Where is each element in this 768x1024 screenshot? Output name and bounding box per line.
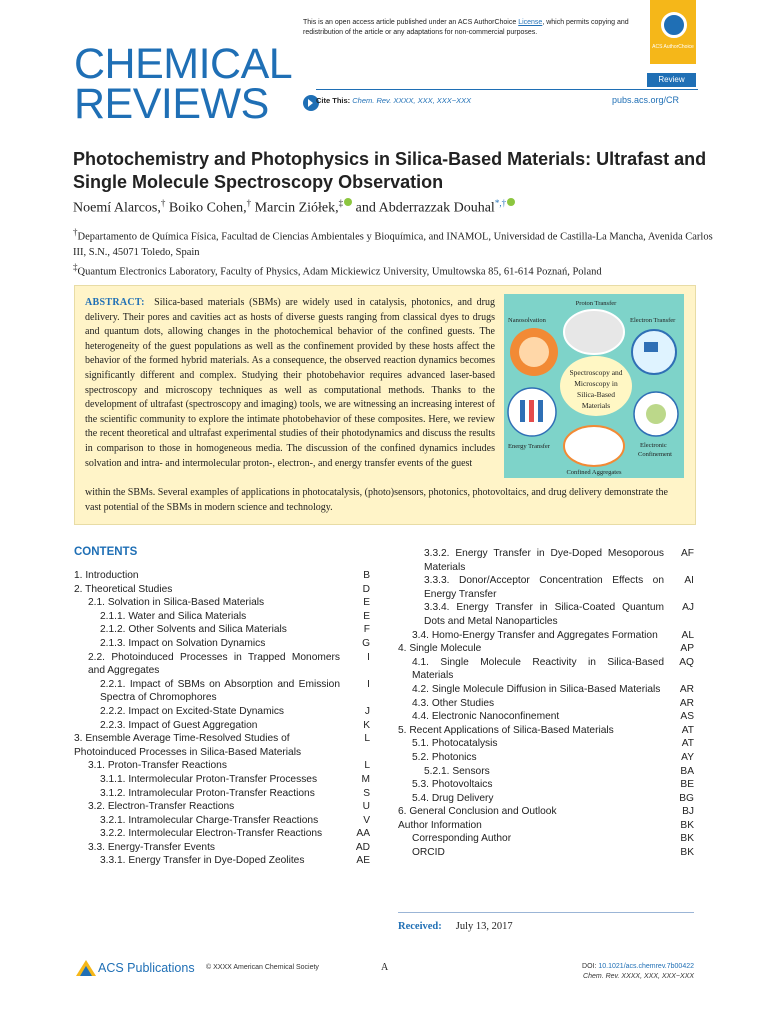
toc-entry[interactable] [74,787,370,801]
toc-entry-page: D [362,583,370,595]
page-number: A [381,962,389,973]
proton-transfer-disc [564,310,624,354]
toc-entry-page: E [363,597,370,609]
author-name: and Abderrazzak Douhal [355,200,495,216]
toc-entry-page: AS [680,711,694,723]
journal-url-link[interactable]: pubs.acs.org/CR [612,95,680,105]
toc-entry-title: 3.3.3. Donor/Acceptor Concentration Effects on Energy Transfer [424,575,664,600]
toc-entry-page: AT [681,738,694,750]
toc-entry-title: 5.2.1. Sensors [424,765,490,777]
toc-entry[interactable] [398,697,694,711]
abstract-label: ABSTRACT: [85,297,145,308]
toc-entry-page: AI [684,575,694,587]
toc-entry-title: Author Information [398,819,482,831]
toc-entry-title: 5. Recent Applications of Silica-Based Materials [398,724,614,736]
toc-entry[interactable] [398,547,694,574]
toc-entry-page: E [363,610,370,622]
toc-entry-page: BG [679,792,694,804]
toc-entry-title: 2.1.2. Other Solvents and Silica Materials [100,624,287,636]
contents-heading: CONTENTS [74,546,138,558]
toc-entry-page: BJ [682,806,694,818]
toc-entry[interactable] [74,800,370,814]
toc-entry-title: 4. Single Molecule [398,643,482,655]
toc-entry[interactable] [74,678,370,705]
toc-entry-page: BK [680,833,694,845]
toc-entry[interactable] [398,601,694,628]
toc-entry-title: 2.1. Solvation in Silica-Based Materials [88,597,265,609]
author-list [73,198,713,217]
svg-text:Microscopy in: Microscopy in [574,379,618,388]
toc-entry-title: 2.1.3. Impact on Solvation Dynamics [100,637,266,649]
author-name: Boiko Cohen, [168,200,247,216]
journal-logo: CHEMICAL REVIEWS [74,40,293,128]
toc-entry-page: AF [680,548,694,559]
toc-entry-page: L [364,760,370,772]
toc-entry-page: F [363,624,370,636]
toc-entry-page: BK [680,819,694,831]
toc-entry-title: 3. Ensemble Average Time-Resolved Studies of Photoinduced Processes in Silica-Based Materials [74,733,302,758]
toc-entry-page: U [362,801,370,813]
toc-entry[interactable] [74,814,370,828]
affiliation-2: ‡Quantum Electronics Laboratory, Faculty of Physics, Adam Mickiewicz University, Umultowska 85, 61-614 Poznań, Poland [73,262,602,278]
toc-entry[interactable] [398,574,694,601]
toc-entry[interactable] [398,846,694,860]
toc-entry-page: AQ [679,656,694,668]
toc-entry-title: 3.3.4. Energy Transfer in Silica-Coated Quantum Dots and Metal Nanoparticles [424,602,664,627]
toc-entry-title: ORCID [412,847,445,859]
toc-entry-title: 5.3. Photovoltaics [412,779,493,791]
toc-entry-title: 3.2. Electron-Transfer Reactions [88,801,235,813]
graphic-label-nanosolvation: Nanosolvation [508,317,546,324]
toc-entry-title: 2.1.1. Water and Silica Materials [100,610,247,622]
toc-entry-title: 3.4. Homo-Energy Transfer and Aggregates Formation [412,629,658,641]
toc-entry[interactable] [74,583,370,597]
toc-entry-page: AR [679,683,694,695]
toc-entry-page: I [367,651,370,663]
toc-entry[interactable] [74,732,370,759]
toc-entry[interactable] [74,610,370,624]
toc-entry-page: AJ [682,602,694,614]
author-affiliation-mark: *,† [494,198,507,208]
toc-entry[interactable] [74,623,370,637]
toc-entry-page: J [364,705,370,717]
toc-entry-page: AR [679,697,694,709]
toc-left-column [74,569,370,868]
toc-entry-title: 3.3.2. Energy Transfer in Dye-Doped Mesoporous Materials [424,548,664,573]
toc-entry-title: 2.2.2. Impact on Excited-State Dynamics [100,705,285,717]
affiliation-1: †Departamento de Química Física, Facultad de Ciencias Ambientales y Bioquímica, and INAMOL, Universidad de Castilla-La Mancha, Avenida Carlos III, S.N., 45071 Toledo, Spain [73,227,713,258]
toc-entry-page: AL [681,629,694,641]
toc-entry-page: K [363,719,370,731]
toc-entry-page: AY [681,751,694,763]
author-affiliation-mark: † [246,198,252,208]
toc-entry[interactable] [74,569,370,583]
toc-entry-page: BE [680,779,694,791]
article-type-badge: Review [647,73,696,87]
svg-text:Spectroscopy and: Spectroscopy and [569,368,623,377]
toc-entry[interactable] [74,773,370,787]
toc-entry-page: S [363,787,370,799]
toc-entry[interactable] [398,642,694,656]
toc-entry-page: L [364,733,370,745]
author-name: Noemí Alarcos, [73,200,161,216]
author-affiliation-mark: † [160,198,166,208]
toc-entry-page: AD [355,841,370,853]
toc-graphic [504,294,684,478]
toc-entry[interactable] [398,765,694,779]
svg-text:Materials: Materials [581,401,611,410]
toc-entry[interactable] [74,827,370,841]
doi-link[interactable]: 10.1021/acs.chemrev.7b00422 [598,963,694,970]
graphic-label-confinement: Confinement [638,451,672,458]
toc-entry-title: 2. Theoretical Studies [74,583,173,595]
authorchoice-icon [661,12,687,38]
toc-entry-page: G [362,637,370,649]
author-name: Marcin Ziółek, [254,200,339,216]
aggregates-disc [564,426,624,466]
doi-block: DOI: 10.1021/acs.chemrev.7b00422 Chem. Rev. XXXX, XXX, XXX−XXX [582,963,694,980]
toc-entry-page: AP [680,643,694,655]
toc-entry[interactable] [74,854,370,868]
svg-text:Silica-Based: Silica-Based [577,390,615,399]
cite-this: Cite This: Chem. Rev. XXXX, XXX, XXX−XXX [316,96,472,105]
toc-entry-title: 5.4. Drug Delivery [412,792,494,804]
abstract-tail: within the SBMs. Several examples of applications in photocatalysis, (photo)sensors, photonics, photovoltaics, and drug delivery demonstrate the vast potential of the SBMs in modern science and technology. [85,487,668,513]
toc-entry[interactable] [74,759,370,773]
toc-entry-page: BK [680,847,694,859]
acs-authorchoice-badge: ACS AuthorChoice [650,0,696,64]
header-rule [316,89,698,90]
orcid-icon[interactable] [507,198,515,206]
toc-entry-page: B [363,570,370,581]
toc-entry-title: 3.3. Energy-Transfer Events [88,841,216,853]
toc-right-column [398,547,694,860]
received-date: Received: July 13, 2017 [398,921,513,932]
toc-entry[interactable] [398,819,694,833]
toc-entry-title: 5.2. Photonics [412,751,477,763]
toc-entry-title: 3.1. Proton-Transfer Reactions [88,760,227,772]
graphic-label-energy: Energy Transfer [508,443,550,450]
abstract-text: ABSTRACT: Silica-based materials (SBMs) are widely used in catalysis, photonics, and drug delivery. Their pores and cavities act as hosts of diverse guests ranging from classical dyes to drugs and quantum dots, allowing changes in the photochemical behavior of the confined guests. The heterogeneity of the guest populations as well as the confinement provided by these hosts affect the behavior of the formed hybrid materials. As a consequence, the observed reaction dynamics becomes significantly different and complex. Studying their photobehavior requires advanced laser-based spectroscopy and microscopy techniques as well as computational methods. Thanks to the development of ultrafast (spectroscopy and imaging) tools, we are witnessing an increasing interest of the scientific community to explore the intimate photobehavior of these composites. Here, we review the recent theoretical and ultrafast experimental studies of their photodynamics and discuss the results in comparison to those in homogeneous media. The discussion of the confined dynamics includes solvation and intra- and intermolecular proton-, electron-, and energy transfer events of the guest [85,297,495,469]
toc-entry-page: M [361,773,370,785]
license-link[interactable]: License [518,19,543,26]
publisher-name: ACS Publications [98,961,195,975]
toc-entry-title: 2.2. Photoinduced Processes in Trapped Monomers and Aggregates [88,651,340,677]
toc-entry-title: 6. General Conclusion and Outlook [398,806,557,818]
toc-entry-title: 5.1. Photocatalysis [412,738,498,750]
orcid-icon[interactable] [344,198,352,206]
toc-entry[interactable] [74,841,370,855]
toc-entry[interactable] [398,805,694,819]
toc-entry-title: 2.2.1. Impact of SBMs on Absorption and Emission Spectra of Chromophores [100,678,340,704]
toc-entry-title: 3.2.2. Intermolecular Electron-Transfer Reactions [100,828,323,840]
toc-entry-title: 4.3. Other Studies [412,697,495,709]
toc-entry[interactable] [398,751,694,765]
toc-entry[interactable] [398,724,694,738]
toc-entry[interactable] [398,792,694,806]
toc-entry-title: 4.4. Electronic Nanoconfinement [412,711,560,723]
toc-entry-page: I [367,678,370,690]
graphic-label-electron: Electron Transfer [630,317,676,324]
toc-entry[interactable] [398,737,694,751]
toc-entry[interactable] [74,651,370,678]
article-title: Photochemistry and Photophysics in Silica-Based Materials: Ultrafast and Single Molecule Spectroscopy Observation [73,149,707,192]
graphic-label-electronic: Electronic [640,442,667,449]
toc-entry[interactable] [398,656,694,683]
toc-entry-title: 3.2.1. Intramolecular Charge-Transfer Reactions [100,814,319,826]
toc-entry[interactable] [398,629,694,643]
copyright: © XXXX American Chemical Society [206,964,319,971]
graphic-label-aggregates: Confined Aggregates [566,469,622,476]
toc-entry-title: 1. Introduction [74,570,139,581]
toc-entry[interactable] [74,637,370,651]
toc-entry[interactable] [398,778,694,792]
graphic-label-proton: Proton Transfer [575,300,617,307]
received-rule [398,912,694,913]
toc-entry-title: 2.2.3. Impact of Guest Aggregation [100,719,258,731]
toc-entry-page: AA [356,828,370,840]
toc-entry-title: 3.1.2. Intramolecular Proton-Transfer Reactions [100,787,315,799]
toc-entry-title: Corresponding Author [412,833,512,845]
toc-entry-page: AT [681,724,694,736]
toc-entry-title: 4.1. Single Molecule Reactivity in Silica-Based Materials [412,656,664,682]
toc-entry-page: BA [680,765,694,777]
toc-entry[interactable] [74,596,370,610]
toc-entry[interactable] [398,710,694,724]
open-access-notice: This is an open access article published under an ACS AuthorChoice License, which permits copying and redistribution of the article or any adaptations for non-commercial purposes. [303,19,629,36]
toc-entry-title: 3.1.1. Intermolecular Proton-Transfer Processes [100,773,318,785]
toc-entry[interactable] [398,683,694,697]
toc-entry-page: AE [356,855,370,867]
author-affiliation-mark: ‡ [338,198,344,208]
toc-entry[interactable] [74,719,370,733]
toc-entry[interactable] [398,832,694,846]
toc-entry[interactable] [74,705,370,719]
toc-entry-title: 4.2. Single Molecule Diffusion in Silica-Based Materials [412,683,661,695]
toc-entry-title: 3.3.1. Energy Transfer in Dye-Doped Zeolites [100,855,305,867]
toc-entry-page: V [363,814,370,826]
